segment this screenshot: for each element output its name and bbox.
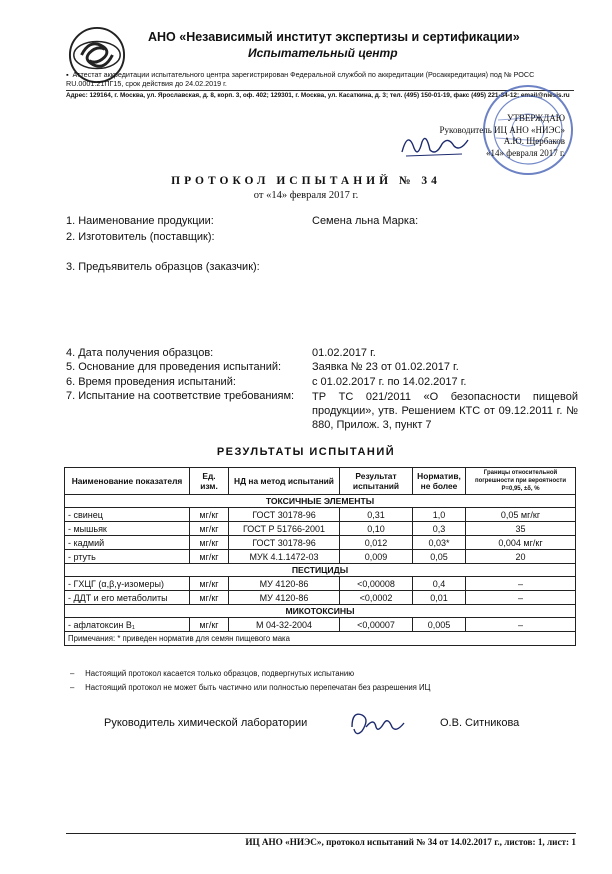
field-label-applicant: 3. Предъявитель образцов (заказчик): [66,261,260,273]
lab-head-signature-icon [346,705,410,741]
field-value-basis: Заявка № 23 от 01.02.2017 г. [312,361,459,373]
cell-unit: мг/кг [190,577,229,591]
results-title: РЕЗУЛЬТАТЫ ИСПЫТАНИЙ [216,446,396,458]
cell-result: 0,009 [340,550,413,564]
cell-result: <0,00008 [340,577,413,591]
cell-indicator: - кадмий [65,536,190,550]
cell-error: 0,004 мг/кг [466,536,576,550]
table-row [65,508,576,522]
cell-norm: 0,005 [413,618,466,632]
cell-error: 20 [466,550,576,564]
field-label-basis: 5. Основание для проведения испытаний: [66,361,282,373]
col-header-error: Границы относительной погрешности при вероятности Р=0,95, ±δ, % [466,468,576,495]
table-row [65,536,576,550]
cell-unit: мг/кг [190,618,229,632]
col-header-norm: Норматив, не более [413,468,466,495]
dash-bullet-icon: – [70,683,86,692]
field-label-manufacturer: 2. Изготовитель (поставщик): [66,231,215,243]
approval-position: Руководитель ИЦ АНО «НИЭС» [439,124,565,135]
protocol-title: ПРОТОКОЛ ИСПЫТАНИЙ № 34 [171,175,441,187]
organization-name: АНО «Независимый институт экспертизы и сертификации» [148,30,520,44]
cell-result: <0,0002 [340,591,413,605]
director-signature-icon [398,124,472,164]
col-header-method: НД на метод испытаний [229,468,340,495]
remark-text: Настоящий протокол касается только образцов, подвергнутых испытанию [85,669,355,678]
cell-indicator: - ДДТ и его метаболиты [65,591,190,605]
cell-method: ГОСТ 30178-96 [229,508,340,522]
cell-indicator: - мышьяк [65,522,190,536]
cell-unit: мг/кг [190,522,229,536]
field-label-test-period: 6. Время проведения испытаний: [66,376,236,388]
table-row [65,577,576,591]
cell-method: ГОСТ Р 51766-2001 [229,522,340,536]
section-pesticides: ПЕСТИЦИДЫ [65,564,576,577]
cell-indicator: - афлатоксин В₁ [65,618,190,632]
cell-norm: 0,01 [413,591,466,605]
col-header-unit: Ед. изм. [190,468,229,495]
field-label-product: 1. Наименование продукции: [66,215,214,227]
page-footer: ИЦ АНО «НИЭС», протокол испытаний № 34 от 14.02.2017 г., листов: 1, лист: 1 [66,833,576,847]
cell-result: 0,31 [340,508,413,522]
cell-method: МУ 4120-86 [229,577,340,591]
field-value-requirements: ТР ТС 021/2011 «О безопасности пищевой продукции», утв. Решением КТС от 09.12.2011 г. № 880, Прилож. 3, пункт 7 [312,391,578,431]
protocol-date: от «14» февраля 2017 г. [253,190,359,201]
cell-norm: 0,03* [413,536,466,550]
table-note: Примечания: * приведен норматив для семян пищевого мака [65,632,576,646]
signatory-name: О.В. Ситникова [440,717,520,729]
cell-error: – [466,591,576,605]
section-row [65,495,576,508]
cell-result: 0,012 [340,536,413,550]
approval-person: А.Ю. Щербаков [503,136,565,146]
cell-method: М 04-32-2004 [229,618,340,632]
table-row [65,591,576,605]
remark-item [70,683,430,692]
cell-norm: 0,4 [413,577,466,591]
results-table [64,467,576,646]
cell-unit: мг/кг [190,536,229,550]
section-row [65,564,576,577]
cell-indicator: - ртуть [65,550,190,564]
cell-unit: мг/кг [190,508,229,522]
cell-error: 35 [466,522,576,536]
cell-error: – [466,618,576,632]
cell-unit: мг/кг [190,550,229,564]
cell-result: <0,00007 [340,618,413,632]
field-label-receipt-date: 4. Дата получения образцов: [66,347,214,359]
cell-error: – [466,577,576,591]
col-header-result: Результат испытаний [340,468,413,495]
bullet-star-icon: ▪ [66,70,73,79]
section-row [65,605,576,618]
accreditation-text: Аттестат аккредитации испытательного центра зарегистрирован Федеральной службой по аккредитации (Росаккредитация) под № РОСС RU.0001.21ПГ15, срок действия до 24.02.2019 г. [66,70,535,88]
section-mycotoxins: МИКОТОКСИНЫ [65,605,576,618]
remark-text: Настоящий протокол не может быть частично или полностью перепечатан без разрешения ИЦ [85,683,431,692]
approval-date: «14» февраля 2017 г. [486,147,565,158]
cell-indicator: - ГХЦГ (α,β,γ-изомеры) [65,577,190,591]
cell-method: МУК 4.1.1472-03 [229,550,340,564]
field-label-requirements: 7. Испытание на соответствие требованиям: [66,390,295,402]
organization-subtitle: Испытательный центр [248,46,398,60]
organization-address: Адрес: 129164, г. Москва, ул. Ярославская, д. 8, корп. 3, оф. 402; 129301, г. Москва, ул. Касаткина, д. 3; тел. (495) 150-01-19, факс (495) 221-34-12; email@niesis.ru [66,92,570,99]
cell-indicator: - свинец [65,508,190,522]
cell-method: ГОСТ 30178-96 [229,536,340,550]
cell-norm: 1,0 [413,508,466,522]
field-value-receipt-date: 01.02.2017 г. [312,347,376,359]
cell-unit: мг/кг [190,591,229,605]
cell-result: 0,10 [340,522,413,536]
signatory-role: Руководитель химической лаборатории [104,717,308,729]
table-row [65,550,576,564]
table-row [65,618,576,632]
section-toxic-elements: ТОКСИЧНЫЕ ЭЛЕМЕНТЫ [65,495,576,508]
table-header-row [65,468,576,495]
approval-heading: УТВЕРЖДАЮ [506,113,565,123]
remark-item [70,669,354,678]
cell-norm: 0,05 [413,550,466,564]
dash-bullet-icon: – [70,669,86,678]
field-value-test-period: с 01.02.2017 г. по 14.02.2017 г. [312,376,467,388]
cell-error: 0,05 мг/кг [466,508,576,522]
table-note-row [65,632,576,646]
col-header-indicator: Наименование показателя [65,468,190,495]
table-row [65,522,576,536]
field-value-product: Семена льна Марка: [312,215,419,227]
cell-method: МУ 4120-86 [229,591,340,605]
cell-norm: 0,3 [413,522,466,536]
